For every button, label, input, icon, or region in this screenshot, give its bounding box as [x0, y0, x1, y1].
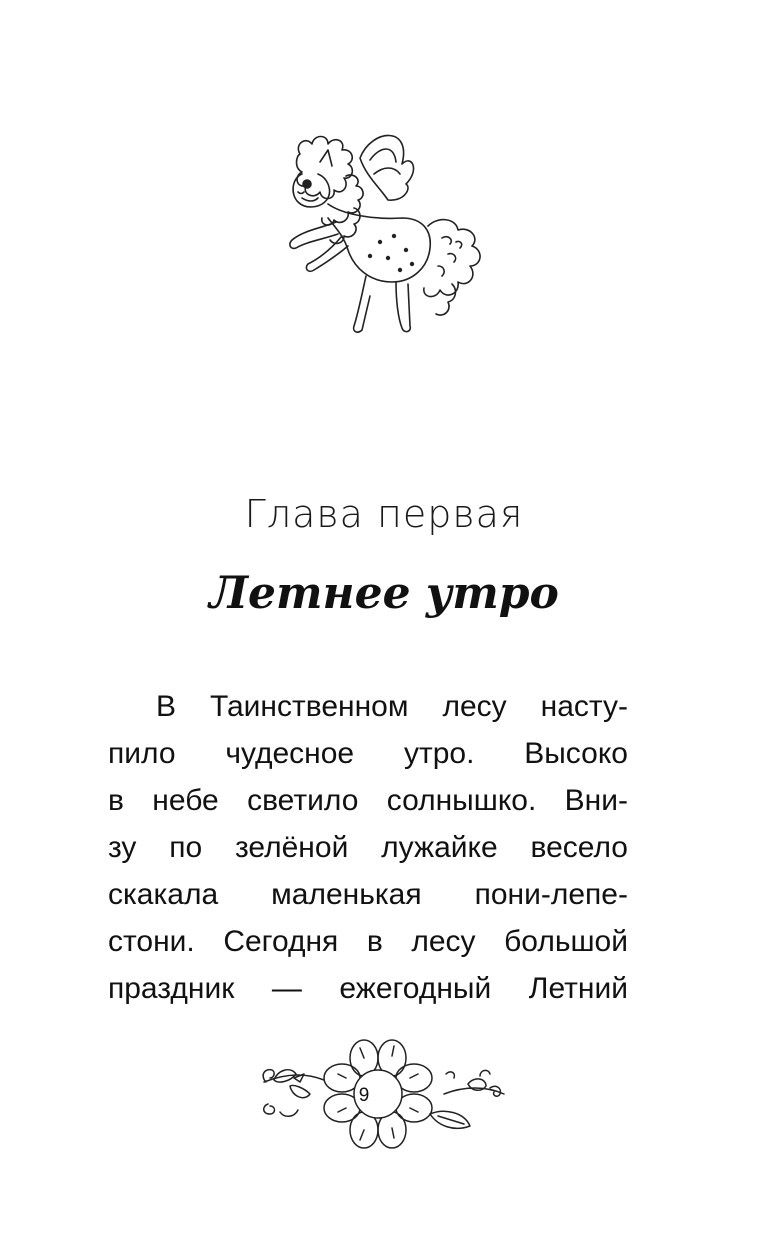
- pony-illustration: [262, 118, 508, 358]
- flower-ornament-icon: [254, 1034, 516, 1164]
- word: Сегодня: [223, 925, 339, 958]
- word: чудесное: [225, 737, 355, 770]
- chapter-label: Глава первая: [244, 492, 524, 536]
- word: пило: [108, 737, 176, 770]
- word: Летний: [528, 972, 628, 1005]
- word: скакала: [108, 878, 219, 911]
- word: небе: [152, 784, 219, 817]
- word: лесу: [442, 690, 507, 723]
- word: светило: [247, 784, 359, 817]
- word: маленькая: [271, 878, 422, 911]
- word: —: [271, 972, 302, 1005]
- word: утро.: [403, 737, 475, 770]
- chapter-title: Летнее утро: [209, 568, 559, 619]
- word: большой: [504, 925, 628, 958]
- word: Таинственном: [210, 690, 409, 723]
- word: В: [156, 690, 177, 723]
- word: Вни-: [564, 784, 628, 817]
- text-line: [108, 918, 628, 965]
- word: зелёной: [235, 831, 349, 864]
- word: солнышко.: [386, 784, 537, 817]
- word: праздник: [108, 972, 235, 1005]
- text-line: [108, 683, 628, 730]
- text-line: [108, 871, 628, 918]
- body-text: [108, 683, 628, 1012]
- text-line: [108, 824, 628, 871]
- word: зу: [108, 831, 137, 864]
- word: пони-лепе-: [474, 878, 628, 911]
- word: лужайке: [381, 831, 498, 864]
- word: в: [108, 784, 124, 817]
- word: ежегодный: [339, 972, 492, 1005]
- word: по: [169, 831, 203, 864]
- footer-ornament: [254, 1034, 516, 1164]
- word: в: [366, 925, 383, 958]
- word: насту-: [540, 690, 628, 723]
- word: лесу: [411, 925, 476, 958]
- word: стони.: [108, 925, 195, 958]
- word: весело: [530, 831, 628, 864]
- text-line: [108, 777, 628, 824]
- winged-pony-icon: [262, 118, 508, 358]
- word: Высоко: [524, 737, 628, 770]
- page-number: 9: [358, 1085, 370, 1106]
- text-line: [108, 965, 628, 1012]
- text-line: [108, 730, 628, 777]
